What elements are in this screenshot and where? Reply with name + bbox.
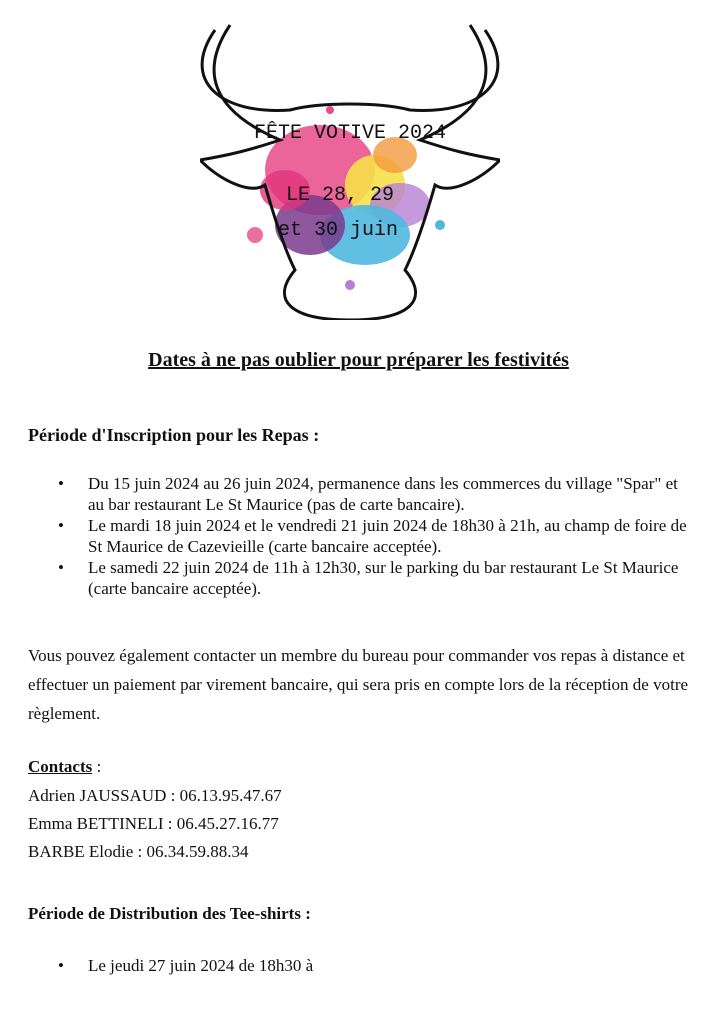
contacts-suffix: : bbox=[92, 757, 102, 776]
page-title: Dates à ne pas oublier pour préparer les festivités bbox=[148, 349, 569, 371]
logo-dates-line1: LE 28, 29 bbox=[285, 184, 395, 207]
logo-title: FÊTE VOTIVE 2024 bbox=[253, 122, 447, 145]
contact-line: BARBE Elodie : 06.34.59.88.34 bbox=[28, 842, 249, 861]
list-item: • Du 15 juin 2024 au 26 juin 2024, permanence dans les commerces du village "Spar" et au bar restaurant Le St Maurice (pas de carte bancaire). bbox=[28, 473, 688, 515]
contacts-label: Contacts bbox=[28, 757, 93, 776]
distribution-heading: Période de Distribution des Tee-shirts : bbox=[28, 904, 311, 923]
contacts-heading bbox=[28, 752, 101, 781]
list-item: • Le samedi 22 juin 2024 de 11h à 12h30, sur le parking du bar restaurant Le St Maurice (carte bancaire acceptée). bbox=[28, 557, 688, 599]
contact-line: Emma BETTINELI : 06.45.27.16.77 bbox=[28, 814, 279, 833]
remote-order-paragraph: Vous pouvez également contacter un membre du bureau pour commander vos repas à distance et effectuer un paiement par virement bancaire, qui sera pris en compte lors de la réception de votre règlement. bbox=[28, 646, 689, 723]
distribution-list bbox=[28, 955, 688, 976]
list-item: • Le mardi 18 juin 2024 et le vendredi 21 juin 2024 de 18h30 à 21h, au champ de foire de St Maurice de Cazevieille (carte bancaire acceptée). bbox=[28, 515, 688, 557]
inscription-list bbox=[28, 473, 688, 599]
fete-votive-logo bbox=[200, 20, 500, 320]
contact-line: Adrien JAUSSAUD : 06.13.95.47.67 bbox=[28, 786, 282, 805]
logo-dates-line2: et 30 juin bbox=[277, 219, 399, 242]
list-item: • Le jeudi 27 juin 2024 de 18h30 à bbox=[28, 955, 688, 976]
inscription-heading: Période d'Inscription pour les Repas : bbox=[28, 425, 320, 445]
